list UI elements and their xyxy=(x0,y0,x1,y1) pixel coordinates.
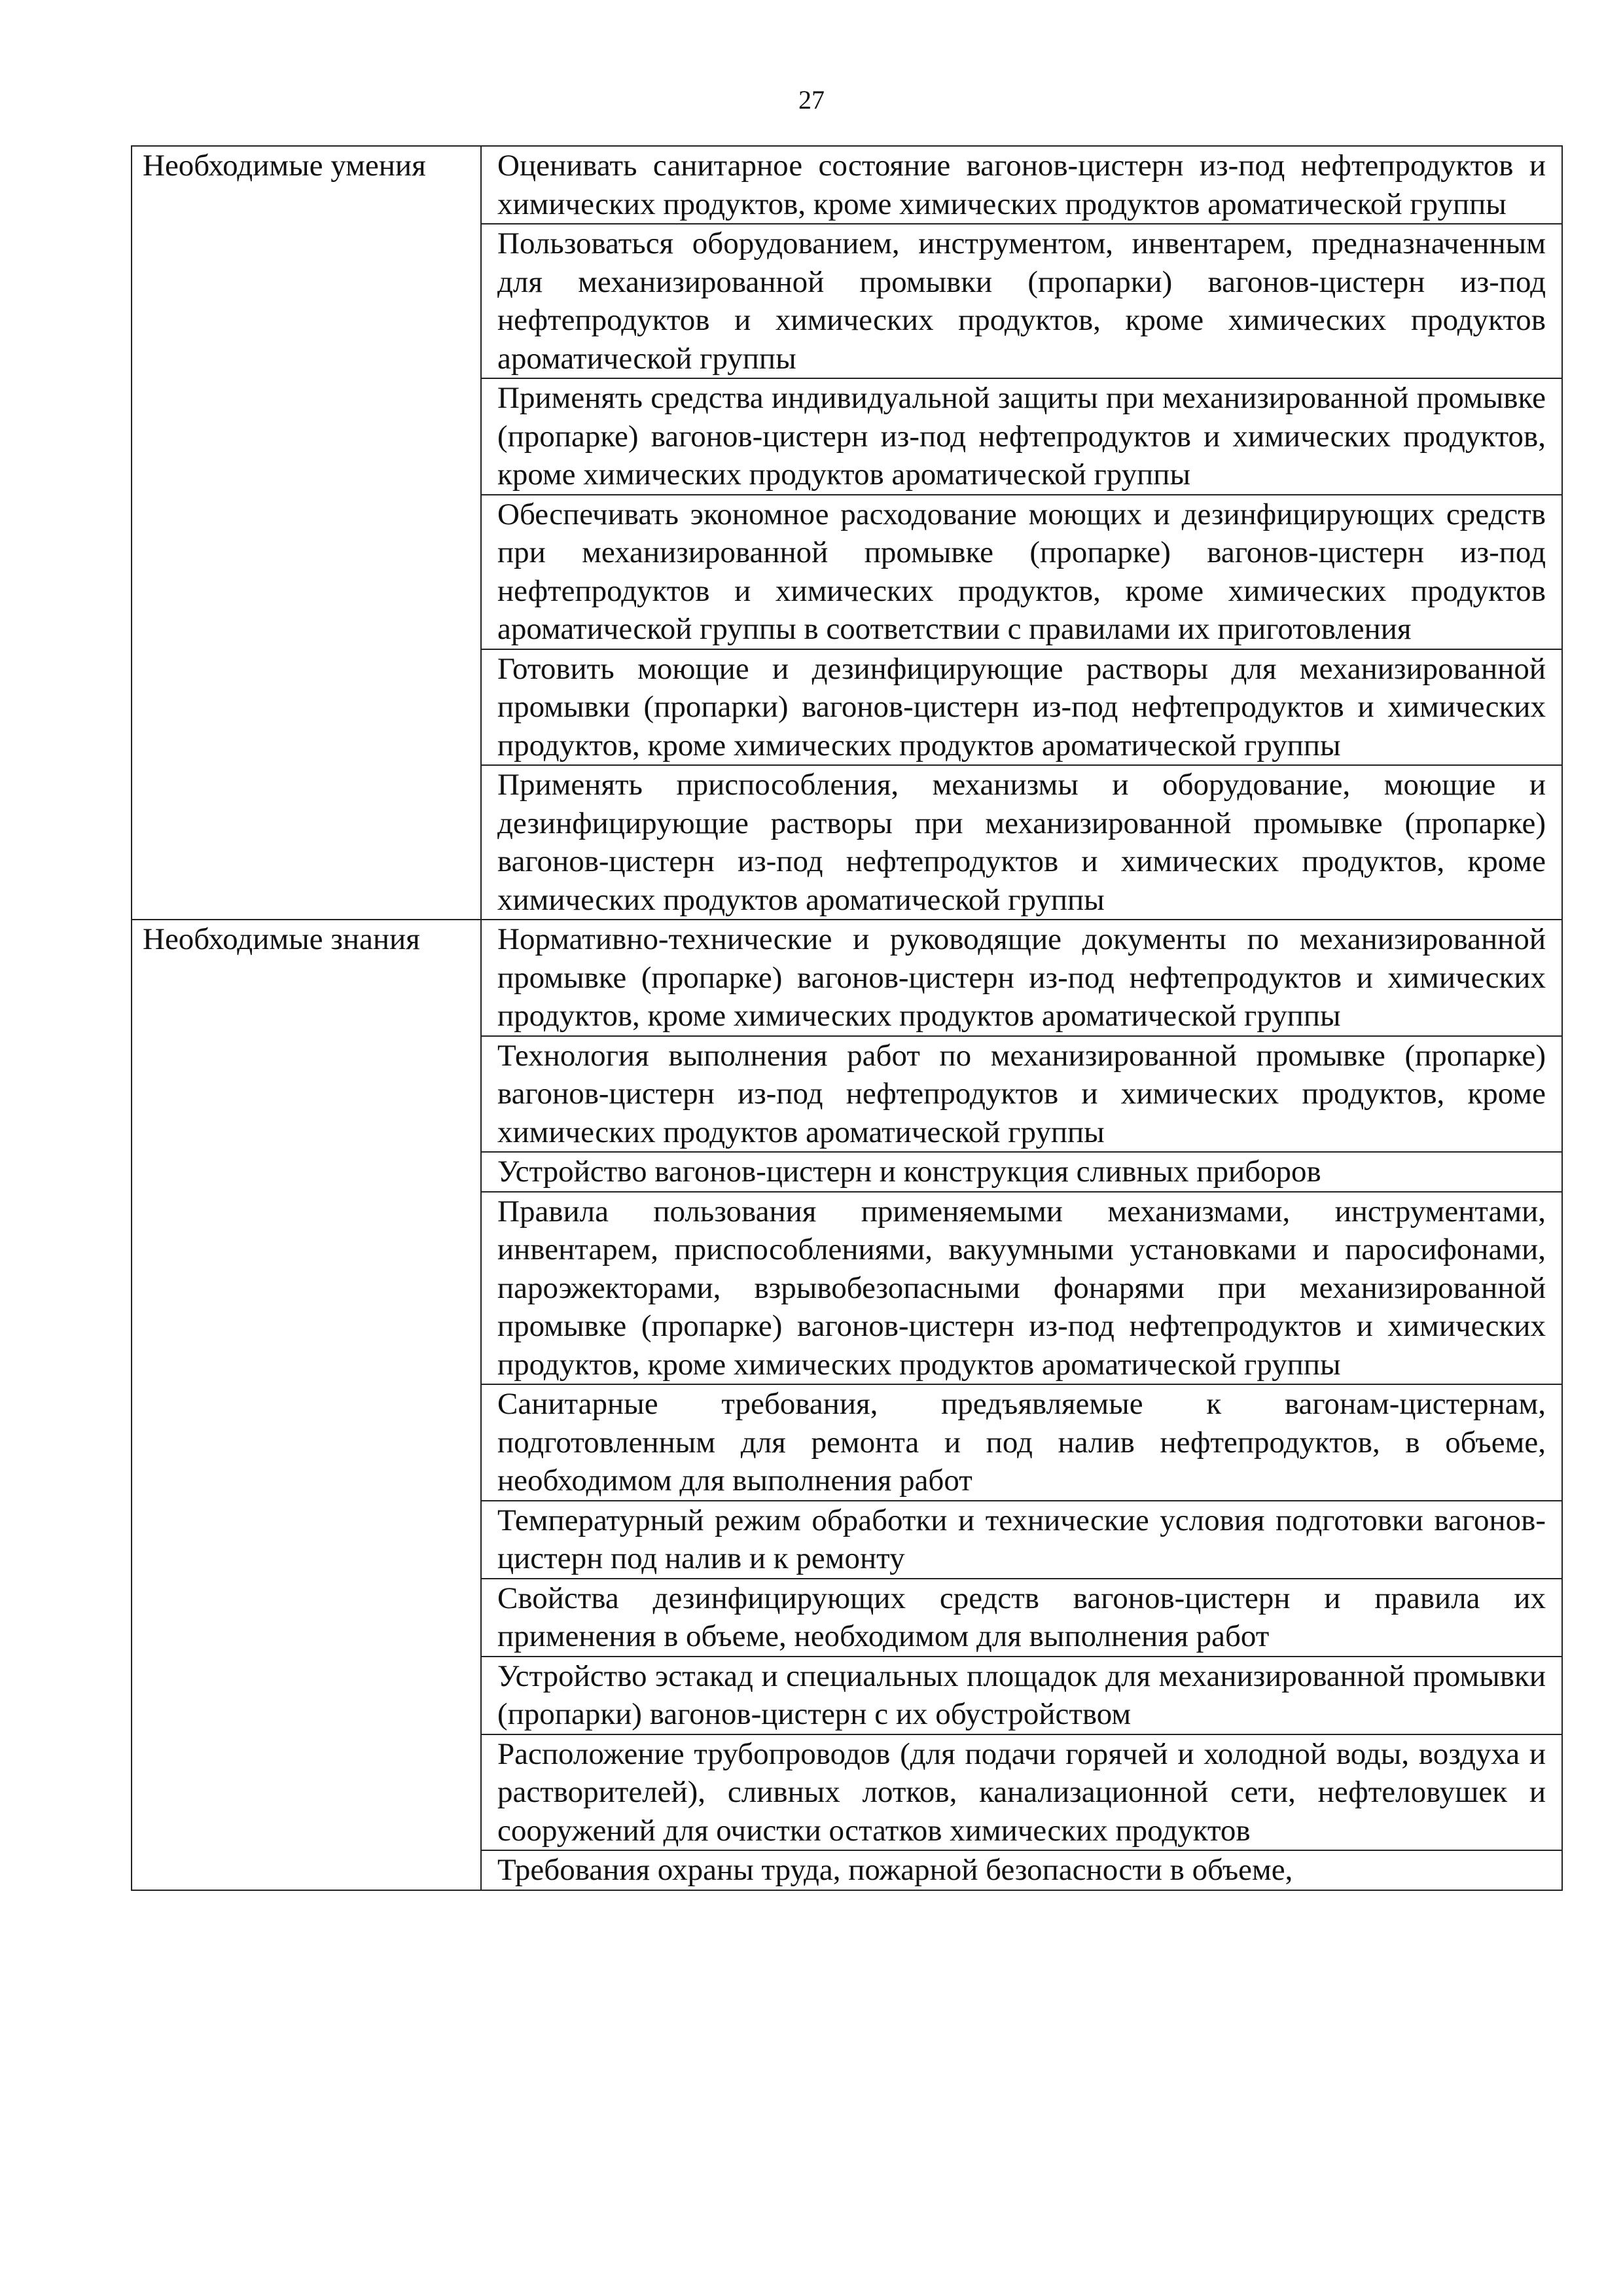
knowledge-item: Расположение трубопроводов (для подачи горячей и холодной воды, воздуха и растворителей), сливных лотков, канализационной сети, нефтеловушек и сооружений для очистки остатков химических продуктов xyxy=(481,1734,1562,1851)
table-row xyxy=(132,146,1562,224)
knowledge-item: Температурный режим обработки и технические условия подготовки вагонов-цистерн под налив и к ремонту xyxy=(481,1501,1562,1579)
skill-item: Готовить моющие и дезинфицирующие растворы для механизированной промывки (пропарки) вагонов-цистерн из-под нефтепродуктов и химических продуктов, кроме химических продуктов ароматической группы xyxy=(481,649,1562,766)
skill-item: Пользоваться оборудованием, инструментом, инвентарем, предназначенным для механизированной промывки (пропарки) вагонов-цистерн из-под нефтепродуктов и химических продуктов, кроме химических продуктов ароматической группы xyxy=(481,224,1562,378)
skill-item: Оценивать санитарное состояние вагонов-цистерн из-под нефтепродуктов и химических продуктов, кроме химических продуктов ароматической группы xyxy=(481,146,1562,224)
section-label-knowledge: Необходимые знания xyxy=(132,920,481,1890)
skill-item: Применять приспособления, механизмы и оборудование, моющие и дезинфицирующие растворы при механизированной промывке (пропарке) вагонов-цистерн из-под нефтепродуктов и химических продуктов, кроме химических продуктов ароматической группы xyxy=(481,765,1562,920)
knowledge-item: Санитарные требования, предъявляемые к вагонам-цистернам, подготовленным для ремонта и под налив нефтепродуктов, в объеме, необходимом для выполнения работ xyxy=(481,1384,1562,1501)
knowledge-item: Устройство вагонов-цистерн и конструкция сливных приборов xyxy=(481,1152,1562,1192)
knowledge-item: Свойства дезинфицирующих средств вагонов-цистерн и правила их применения в объеме, необходимом для выполнения работ xyxy=(481,1579,1562,1657)
skill-item: Обеспечивать экономное расходование моющих и дезинфицирующих средств при механизированной промывке (пропарке) вагонов-цистерн из-под нефтепродуктов и химических продуктов, кроме химических продуктов ароматической группы в соответствии с правилами их приготовления xyxy=(481,495,1562,649)
knowledge-item: Правила пользования применяемыми механизмами, инструментами, инвентарем, приспособлениями, вакуумными установками и паросифонами, пароэжекторами, взрывобезопасными фонарями при механизированной промывке (пропарке) вагонов-цистерн из-под нефтепродуктов и химических продуктов, кроме химических продуктов ароматической группы xyxy=(481,1192,1562,1385)
knowledge-item: Требования охраны труда, пожарной безопасности в объеме, xyxy=(481,1850,1562,1890)
requirements-table xyxy=(131,145,1563,1891)
section-label-skills: Необходимые умения xyxy=(132,146,481,920)
table-row xyxy=(132,920,1562,1036)
knowledge-item: Устройство эстакад и специальных площадок для механизированной промывки (пропарки) вагонов-цистерн с их обустройством xyxy=(481,1657,1562,1734)
knowledge-item: Нормативно-технические и руководящие документы по механизированной промывке (пропарке) вагонов-цистерн из-под нефтепродуктов и химических продуктов, кроме химических продуктов ароматической группы xyxy=(481,920,1562,1036)
page-number: 27 xyxy=(798,85,825,115)
skill-item: Применять средства индивидуальной защиты при механизированной промывке (пропарке) вагонов-цистерн из-под нефтепродуктов и химических продуктов, кроме химических продуктов ароматической группы xyxy=(481,378,1562,495)
knowledge-item: Технология выполнения работ по механизированной промывке (пропарке) вагонов-цистерн из-под нефтепродуктов и химических продуктов, кроме химических продуктов ароматической группы xyxy=(481,1036,1562,1153)
